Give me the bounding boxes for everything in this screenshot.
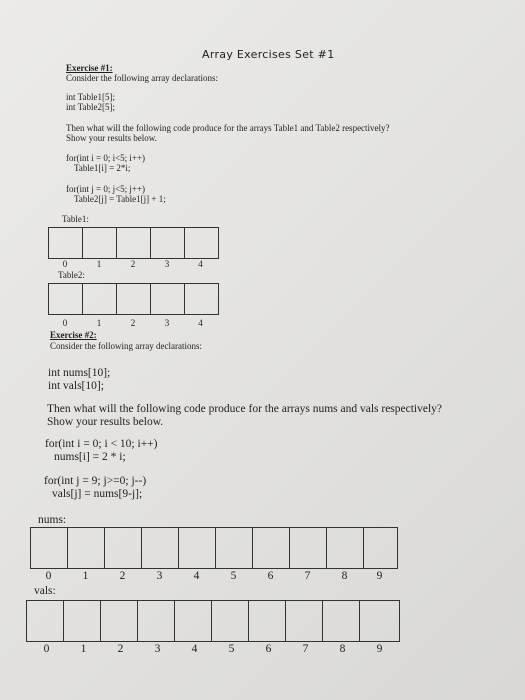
- exercise2-loop2-header: for(int j = 9; j>=0; j--): [44, 475, 147, 487]
- vals-index: 7: [302, 643, 309, 655]
- nums-index: 4: [193, 570, 200, 582]
- exercise2-loop1-header: for(int i = 0; i < 10; i++): [45, 438, 158, 450]
- nums-index: 8: [341, 570, 348, 582]
- exercise1-decl-table1: int Table1[5];: [66, 92, 115, 102]
- table1-index: 3: [164, 259, 170, 269]
- vals-label: vals:: [34, 585, 56, 597]
- vals-index: 8: [339, 643, 346, 655]
- table2-cell: [151, 284, 185, 314]
- nums-cell: [253, 528, 290, 568]
- table2-label: Table2:: [58, 270, 85, 280]
- nums-cell: [105, 528, 142, 568]
- table2-indices: [48, 318, 217, 328]
- table2-array-boxes: [48, 283, 219, 315]
- table2-index: 0: [62, 318, 68, 328]
- nums-cell: [179, 528, 216, 568]
- table1-cell: [117, 228, 151, 258]
- table2-cell: [117, 284, 151, 314]
- nums-cell: [290, 528, 327, 568]
- vals-index: 1: [80, 643, 87, 655]
- table1-cell: [49, 228, 83, 258]
- exercise2-decl-vals: int vals[10];: [48, 380, 104, 392]
- exercise2-instruction: Show your results below.: [47, 416, 164, 428]
- exercise1-intro: Consider the following array declarations:: [66, 73, 218, 83]
- nums-cell: [327, 528, 364, 568]
- nums-label: nums:: [38, 514, 67, 526]
- table2-index: 4: [198, 318, 203, 328]
- vals-index: 5: [228, 643, 235, 655]
- exercise1-decl-table2: int Table2[5];: [66, 102, 115, 112]
- table1-indices: [48, 259, 217, 269]
- vals-cell: [286, 601, 323, 641]
- vals-cell: [323, 601, 360, 641]
- nums-index: 1: [82, 570, 89, 582]
- nums-index: 0: [45, 570, 52, 582]
- nums-index: 3: [156, 570, 163, 582]
- nums-cell: [216, 528, 253, 568]
- vals-cell: [360, 601, 399, 641]
- nums-index: 5: [230, 570, 237, 582]
- table2-index: 3: [164, 318, 170, 328]
- vals-cell: [27, 601, 64, 641]
- nums-index: 9: [376, 570, 383, 582]
- nums-index: 7: [304, 570, 311, 582]
- table1-index: 1: [96, 259, 102, 269]
- vals-index: 9: [376, 643, 383, 655]
- nums-cell: [31, 528, 68, 568]
- exercise2-loop2-body: vals[j] = nums[9-j];: [52, 488, 143, 500]
- table1-index: 0: [62, 259, 68, 269]
- exercise2-question: Then what will the following code produce for the arrays nums and vals respectively?: [47, 403, 443, 415]
- table1-array-boxes: [48, 227, 219, 259]
- vals-index: 6: [265, 643, 272, 655]
- nums-cell: [364, 528, 397, 568]
- exercise1-question: Then what will the following code produce for the arrays Table1 and Table2 respectively?: [66, 123, 390, 133]
- table2-cell: [49, 284, 83, 314]
- vals-cell: [101, 601, 138, 641]
- exercise1-loop1-body: Table1[i] = 2*i;: [74, 163, 131, 173]
- exercise1-instruction: Show your results below.: [66, 133, 157, 143]
- vals-index: 0: [43, 643, 50, 655]
- vals-cell: [175, 601, 212, 641]
- vals-index: 4: [191, 643, 198, 655]
- nums-index: 6: [267, 570, 274, 582]
- vals-indices: [28, 643, 398, 655]
- exercise1-loop2-header: for(int j = 0; j<5; j++): [66, 184, 146, 194]
- exercise2-heading: Exercise #2:: [50, 330, 97, 340]
- table1-label: Table1:: [62, 214, 89, 224]
- nums-index: 2: [119, 570, 126, 582]
- nums-array-boxes: [30, 527, 398, 569]
- vals-cell: [249, 601, 286, 641]
- vals-index: 2: [117, 643, 124, 655]
- page-title: Array Exercises Set #1: [202, 48, 335, 61]
- table1-index: 4: [198, 259, 203, 269]
- exercise2-decl-nums: int nums[10];: [48, 367, 111, 379]
- table2-index: 2: [130, 318, 136, 328]
- table2-cell: [185, 284, 218, 314]
- exercise2-loop1-body: nums[i] = 2 * i;: [54, 451, 126, 463]
- vals-cell: [64, 601, 101, 641]
- table1-cell: [185, 228, 218, 258]
- exercise1-heading: Exercise #1:: [66, 63, 113, 73]
- exercise2-intro: Consider the following array declarations:: [50, 341, 202, 351]
- nums-cell: [68, 528, 105, 568]
- vals-cell: [212, 601, 249, 641]
- vals-index: 3: [154, 643, 161, 655]
- nums-indices: [30, 570, 396, 582]
- table2-index: 1: [96, 318, 102, 328]
- vals-cell: [138, 601, 175, 641]
- vals-array-boxes: [26, 600, 400, 642]
- nums-cell: [142, 528, 179, 568]
- table1-cell: [151, 228, 185, 258]
- table2-cell: [83, 284, 117, 314]
- exercise1-loop2-body: Table2[j] = Table1[j] + 1;: [74, 194, 166, 204]
- table1-cell: [83, 228, 117, 258]
- exercise1-loop1-header: for(int i = 0; i<5; i++): [66, 153, 146, 163]
- table1-index: 2: [130, 259, 136, 269]
